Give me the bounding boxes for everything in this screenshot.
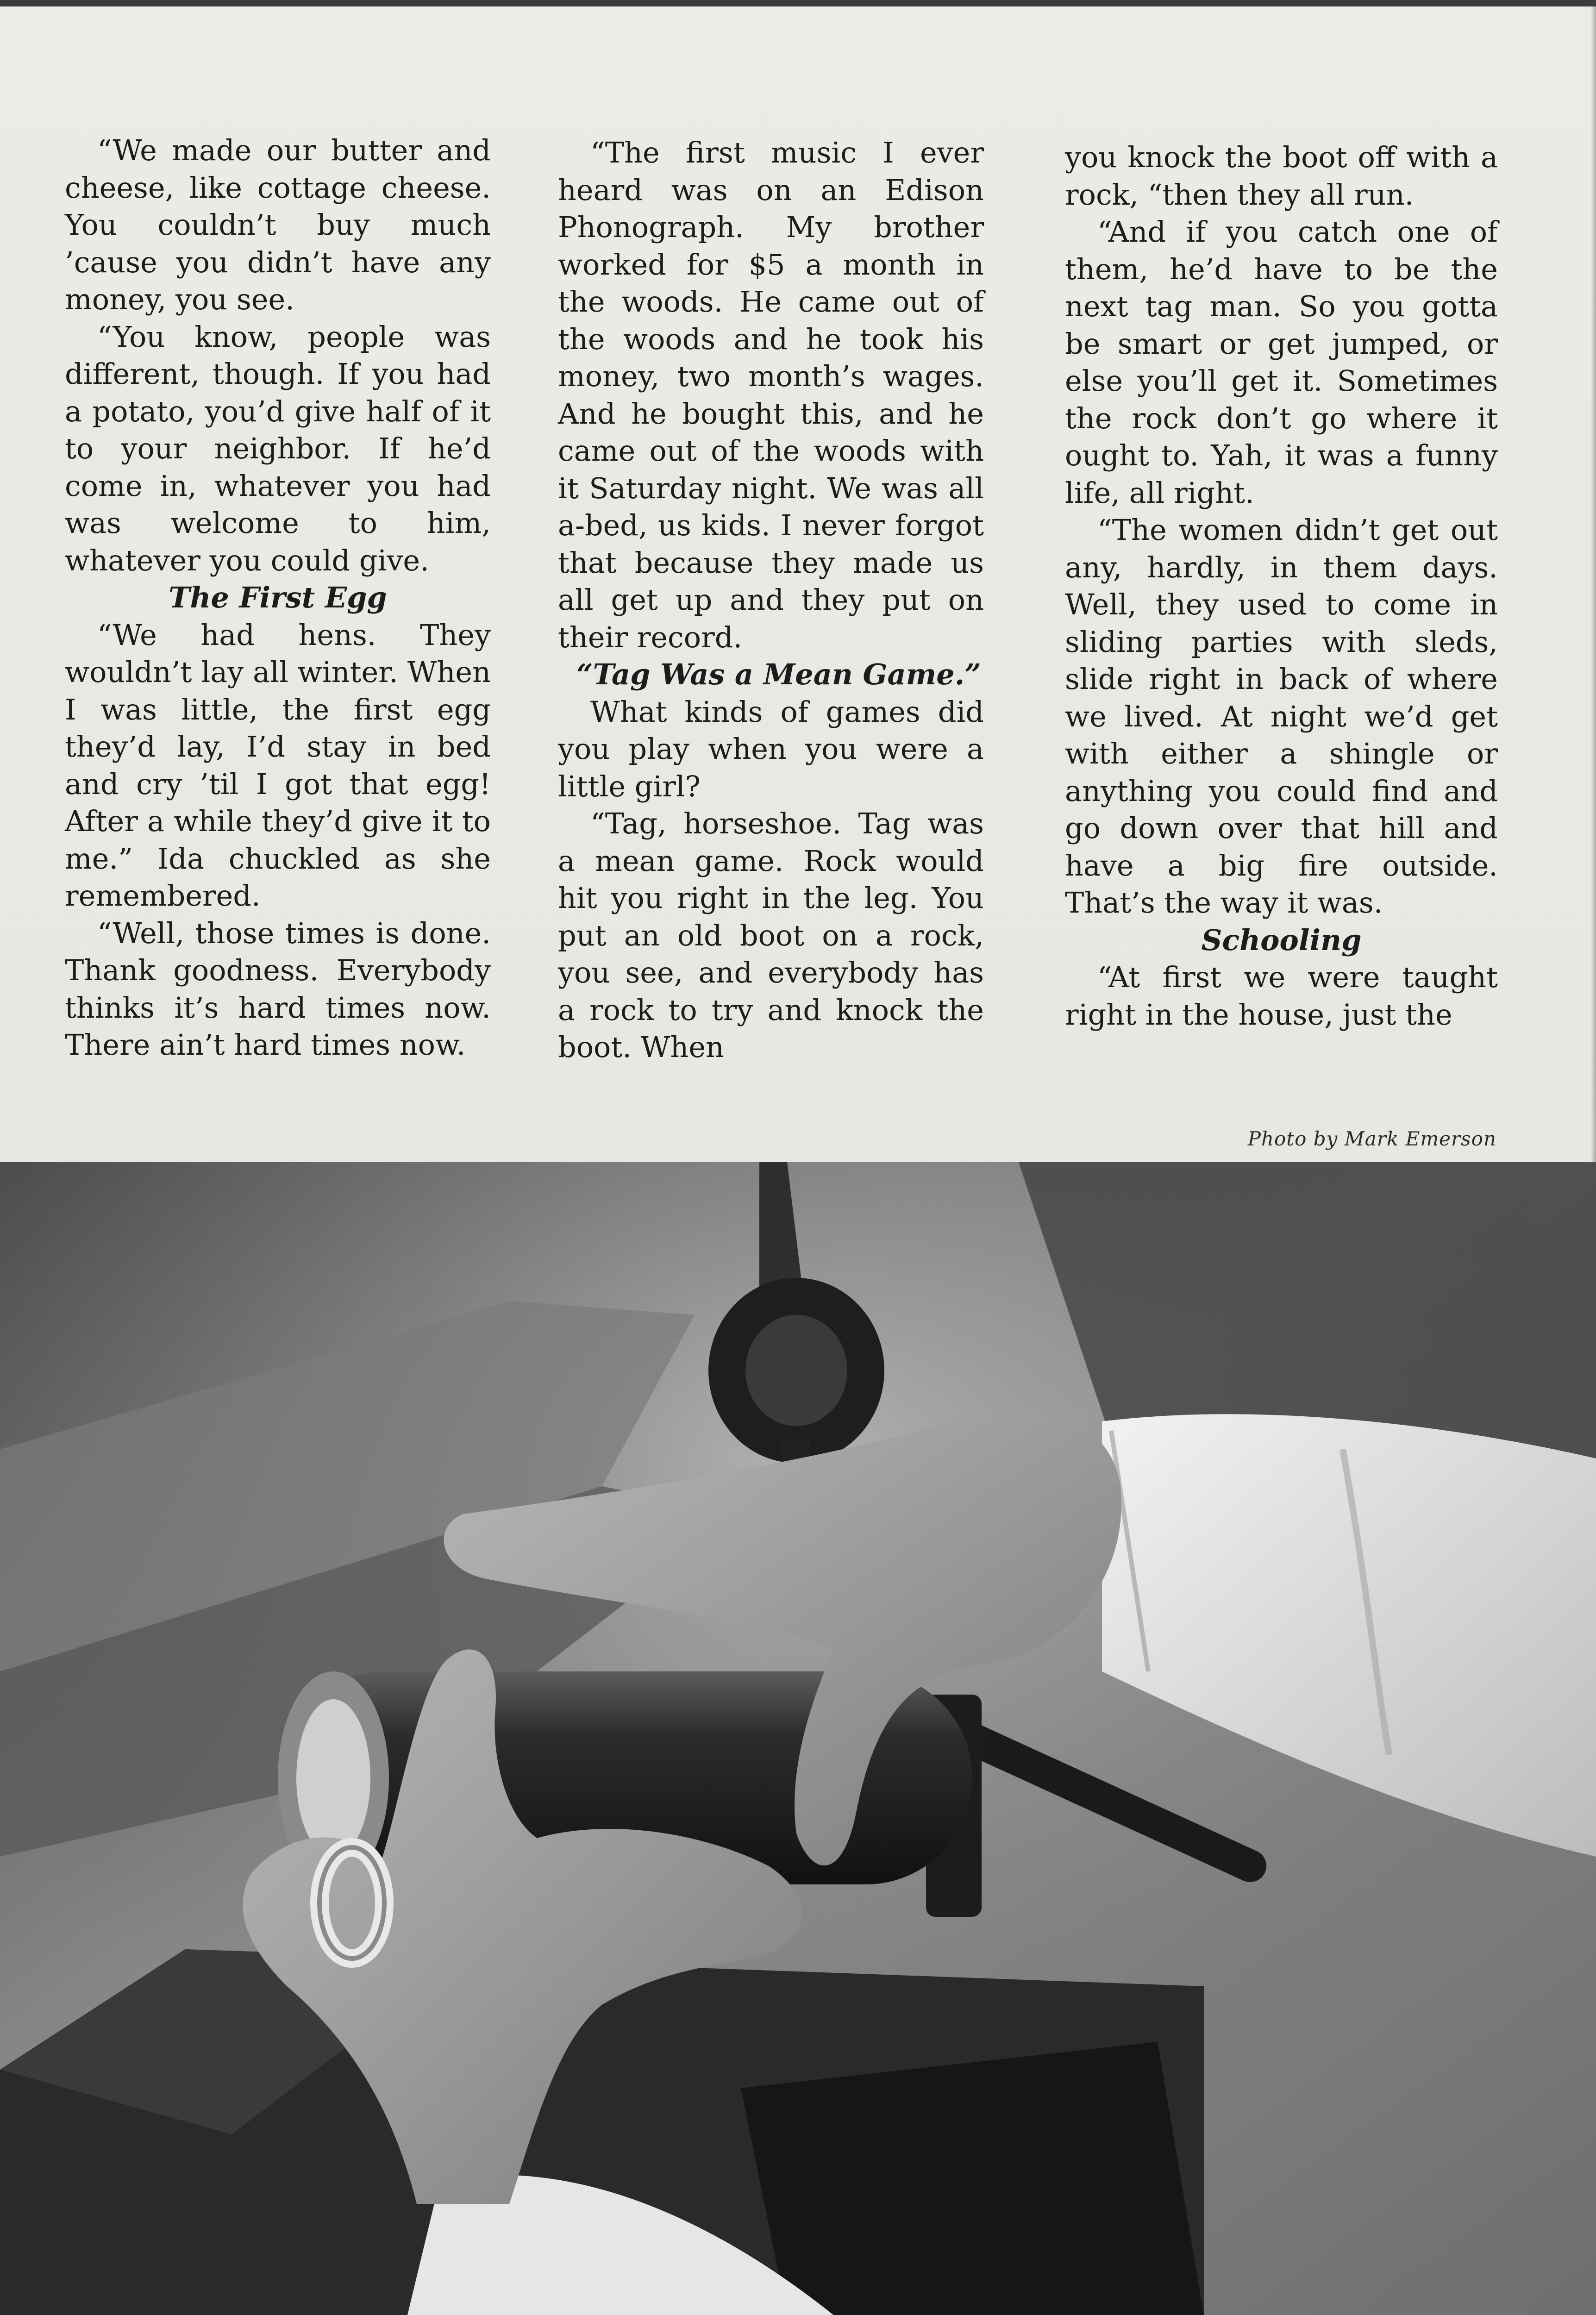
paragraph: “We made our butter and cheese, like cottage cheese. You couldn’t buy much ’cause you didn’t have any money, you see. [65,133,491,316]
paragraph: “Well, those times is done. Thank goodness. Everybody thinks it’s hard times now. There ain’t hard times now. [65,916,491,1062]
section-heading-first-egg: The First Egg [169,581,387,614]
text-column-2 [558,134,984,1066]
top-border [0,0,1596,6]
page-edge-shadow [1590,0,1596,1162]
text-column-3 [1065,139,1498,1033]
phonograph-photo-illustration [0,1162,1596,2315]
paragraph: “At first we were taught right in the house, just the [1065,960,1498,1032]
paragraph: “The women didn’t get out any, hardly, in them days. Well, they used to come in sliding parties with sleds, slide right in back of where we lived. At night we’d get with either a shingle or anything you could find and go down over that hill and have a big fire outside. That’s the way it was. [1065,513,1498,920]
paragraph: “Tag, horseshoe. Tag was a mean game. Rock would hit you right in the leg. You put an old boot on a rock, you see, and everybody has a rock to try and knock the boot. When [558,807,984,1064]
paragraph: “And if you catch one of them, he’d have to be the next tag man. So you gotta be smart or get jumped, or else you’ll get it. Sometimes the rock don’t go where it ought to. Yah, it was a funny life, all right. [1065,215,1498,510]
text-column-1 [65,132,491,1064]
paragraph: you knock the boot off with a rock, “then they all run. [1065,140,1498,212]
paragraph: “You know, people was different, though. If you had a potato, you’d give half of it to your neighbor. If he’d come in, whatever you had was welcome to him, whatever you could give. [65,319,491,577]
paragraph: “The first music I ever heard was on an Edison Phonograph. My brother worked for $5 a month in the woods. He came out of the woods and he took his money, two month’s wages. And he bought this, and he came out of the woods with it Saturday night. We was all a-bed, us kids. I never forgot that because they made us all get up and they put on their record. [558,136,984,654]
section-heading-schooling: Schooling [1201,923,1362,957]
section-heading-tag-game: “Tag Was a Mean Game.” [576,657,981,691]
photograph-hands-on-phonograph [0,1162,1596,2315]
paragraph: What kinds of games did you play when you were a little girl? [558,694,984,803]
photo-credit: Photo by Mark Emerson [1247,1127,1496,1150]
paragraph: “We had hens. They wouldn’t lay all winter. When I was little, the first egg they’d lay, I’d stay in bed and cry ’til I got that egg! After a while they’d give it to me.” Ida chuckled as she remembered. [65,618,491,913]
